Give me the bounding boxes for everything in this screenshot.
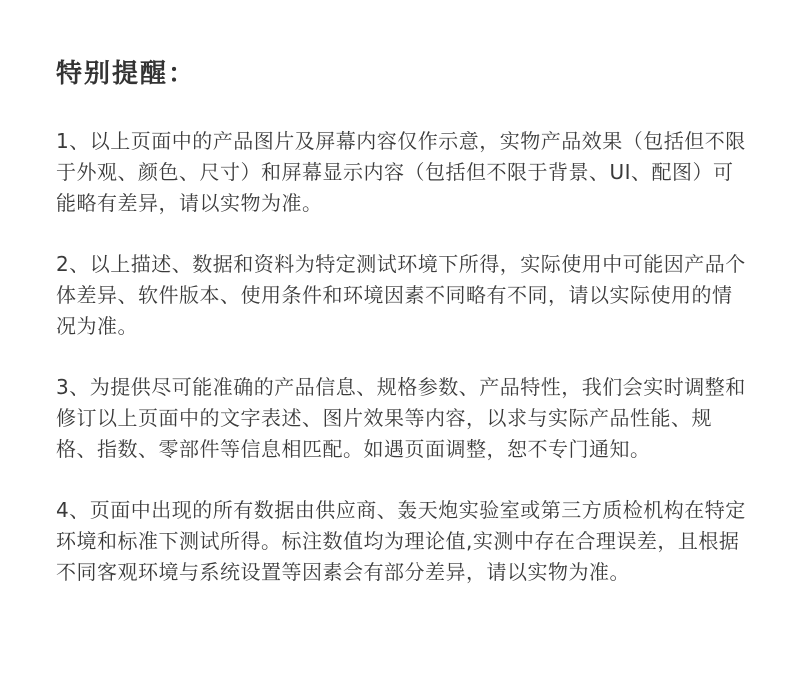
notice-item-1: 1、以上页面中的产品图片及屏幕内容仅作示意，实物产品效果（包括但不限于外观、颜色、尺寸）和屏幕显示内容（包括但不限于背景、UI、配图）可能略有差异，请以实物为准。 (56, 129, 746, 215)
notice-item-3: 3、为提供尽可能准确的产品信息、规格参数、产品特性，我们会实时调整和修订以上页面中的文字表述、图片效果等内容，以求与实际产品性能、规格、指数、零部件等信息相匹配。如遇页面调整，恕不专门通知。 (56, 375, 746, 461)
notice-item-4: 4、页面中出现的所有数据由供应商、轰天炮实验室或第三方质检机构在特定环境和标准下测试所得。标注数值均为理论值,实测中存在合理误差，且根据不同客观环境与系统设置等因素会有部分差异，请以实物为准。 (56, 498, 746, 584)
notice-section (56, 52, 746, 618)
notice-item-2: 2、以上描述、数据和资料为特定测试环境下所得，实际使用中可能因产品个体差异、软件版本、使用条件和环境因素不同略有不同，请以实际使用的情况为准。 (56, 252, 746, 338)
notice-title: 特别提醒： (56, 59, 197, 89)
